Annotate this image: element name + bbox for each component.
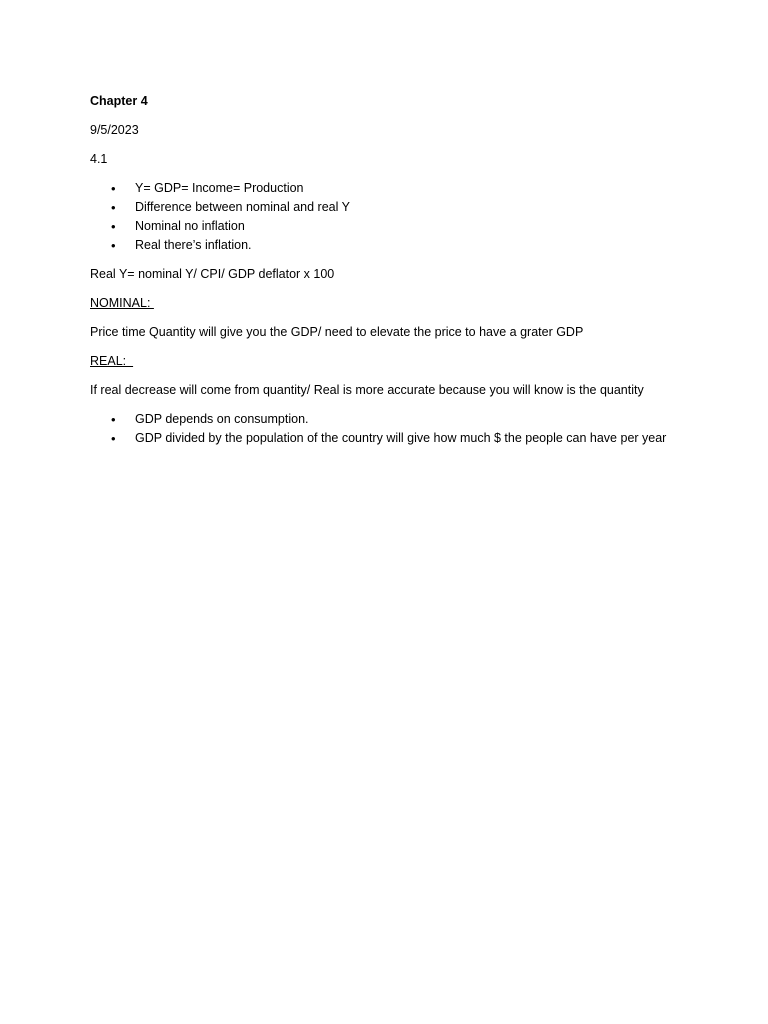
bullet-icon: • [111, 200, 116, 215]
nominal-label: NOMINAL: [90, 296, 154, 310]
real-text: If real decrease will come from quantity/ Real is more accurate because you will know is the quantity [90, 383, 644, 397]
list-item [90, 429, 730, 448]
bullet-icon: • [111, 181, 116, 196]
list-item-text: Nominal no inflation [135, 219, 245, 233]
formula-line: Real Y= nominal Y/ CPI/ GDP deflator x 100 [90, 267, 335, 281]
list-item-text: Difference between nominal and real Y [135, 200, 350, 214]
real-label: REAL: [90, 354, 134, 368]
nominal-text: Price time Quantity will give you the GDP/ need to elevate the price to have a grater GDP [90, 325, 584, 339]
chapter-heading: Chapter 4 [90, 94, 148, 108]
bullet-icon: • [111, 219, 116, 234]
bullet-list-1 [90, 179, 730, 255]
bullet-icon: • [111, 412, 116, 427]
bullet-list-2 [90, 410, 730, 448]
list-item [90, 217, 730, 236]
bullet-icon: • [111, 238, 116, 253]
date-line: 9/5/2023 [90, 123, 139, 137]
list-item-text: GDP depends on consumption. [135, 412, 309, 426]
section-number: 4.1 [90, 152, 108, 166]
list-item [90, 198, 730, 217]
list-item [90, 410, 730, 429]
list-item-text: GDP divided by the population of the country will give how much $ the people can have per year [135, 431, 667, 445]
list-item [90, 236, 730, 255]
bullet-icon: • [111, 431, 116, 446]
document-page [90, 92, 730, 458]
list-item [90, 179, 730, 198]
list-item-text: Real there’s inflation. [135, 238, 252, 252]
list-item-text: Y= GDP= Income= Production [135, 181, 304, 195]
